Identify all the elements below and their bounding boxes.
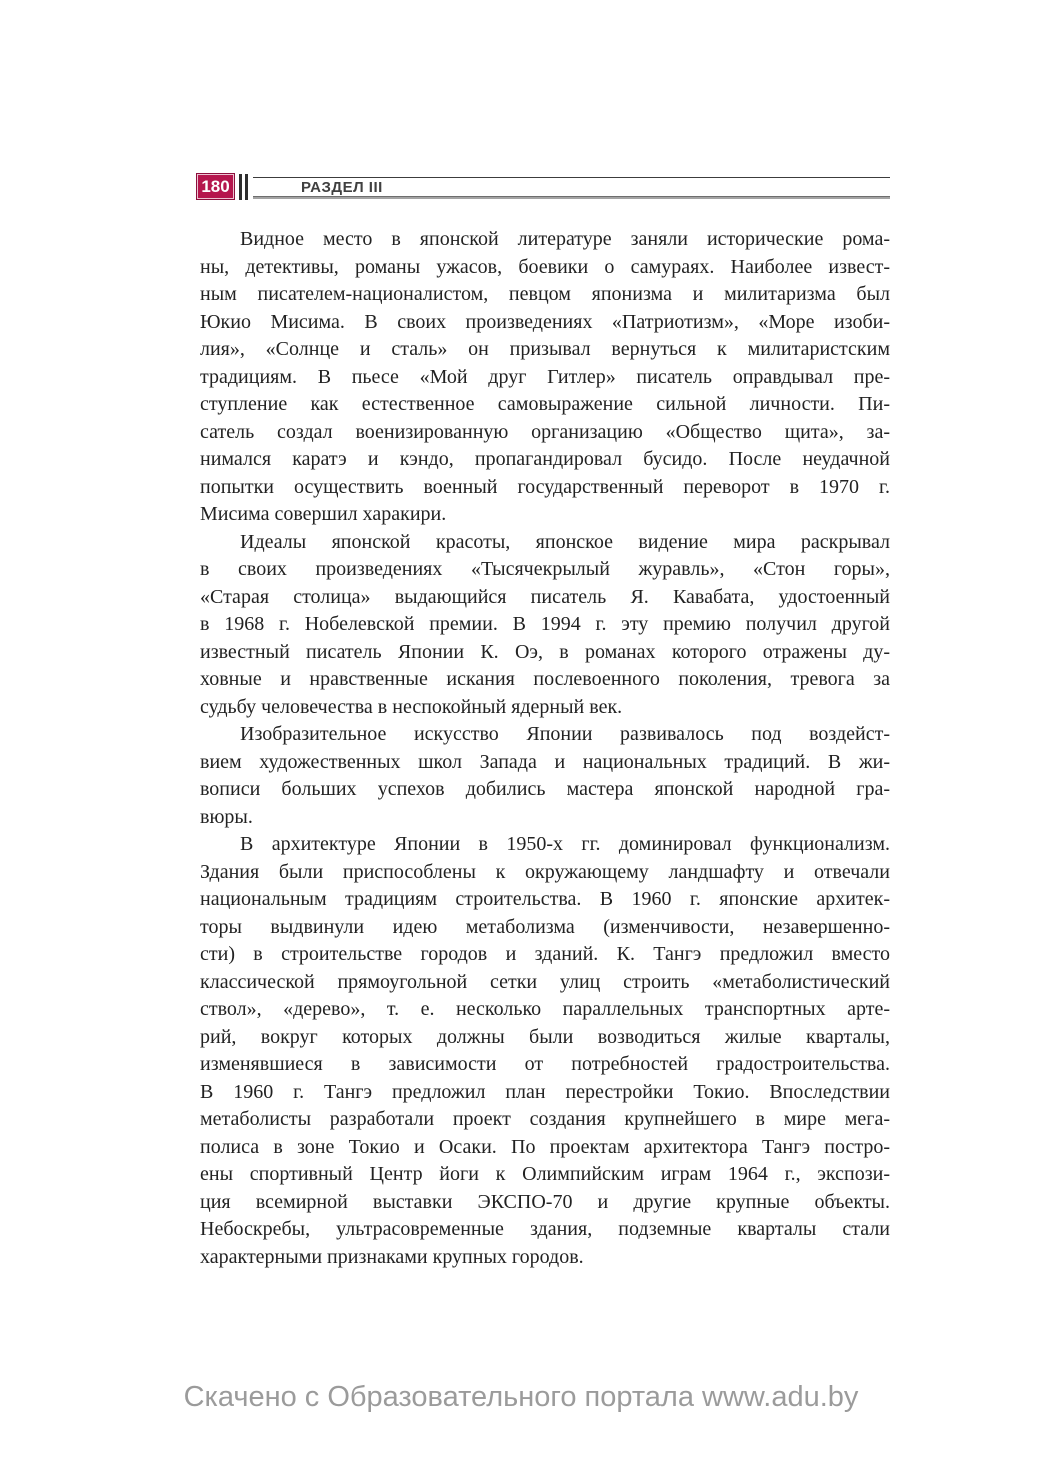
- text-line: известный писатель Японии К. Оэ, в романах которого отражены ду-: [200, 640, 890, 663]
- header-rule-bottom: [253, 196, 890, 199]
- section-label: РАЗДЕЛ III: [301, 179, 383, 196]
- text-line: ным писателем-националистом, певцом японизма и милитаризма был: [200, 283, 890, 305]
- text-line: в 1968 г. Нобелевской премии. В 1994 г. эту премию получил другой: [200, 613, 890, 635]
- text-line: в своих произведениях «Тысячекрылый журавль», «Стон горы»,: [200, 558, 890, 580]
- text-line: вюры.: [200, 805, 253, 828]
- header-divider-bar: [245, 174, 248, 200]
- text-line: ступление как естественное самовыражение сильной личности. Пи-: [200, 393, 890, 415]
- text-line: Юкио Мисима. В своих произведениях «Патриотизм», «Море изоби-: [200, 310, 890, 333]
- text-line: сти) в строительстве городов и зданий. К. Тангэ предложил вместо: [200, 943, 890, 965]
- text-line: Здания были приспособлены к окружающему ландшафту и отвечали: [200, 860, 890, 883]
- text-line: традициям. В пьесе «Мой друг Гитлер» писатель оправдывал пре-: [200, 365, 890, 388]
- text-line: характерными признаками крупных городов.: [200, 1245, 584, 1268]
- text-line: ция всемирной выставки ЭКСПО-70 и другие крупные объекты.: [200, 1190, 890, 1213]
- paragraph-3: [200, 721, 890, 831]
- text-line: Изобразительное искусство Японии развивалось под воздейст-: [240, 723, 890, 745]
- text-line: ствол», «дерево», т. е. несколько параллельных транспортных арте-: [200, 998, 890, 1020]
- text-line: изменявшиеся в зависимости от потребностей градостроительства.: [200, 1053, 890, 1075]
- header-rule-top: [253, 177, 890, 178]
- page-number: 180: [201, 177, 230, 196]
- text-line: национальным традициям строительства. В 1960 г. японские архитек-: [200, 888, 890, 910]
- text-line: ены спортивный Центр йоги к Олимпийским играм 1964 г., экспози-: [200, 1163, 890, 1185]
- text-line: сатель создал военизированную организацию «Общество щита», за-: [200, 420, 890, 443]
- text-line: В архитектуре Японии в 1950-х гг. доминировал функционализм.: [240, 833, 890, 855]
- watermark-text: Скачено с Образовательного портала www.adu.by: [183, 1381, 859, 1413]
- paragraph-1: [200, 226, 890, 529]
- text-line: лия», «Солнце и сталь» он призывал вернуться к милитаристским: [200, 338, 890, 360]
- body-text: [200, 226, 890, 1271]
- text-line: метаболисты разработали проект создания крупнейшего в мире мега-: [200, 1108, 890, 1130]
- text-line: Видное место в японской литературе заняли исторические рома-: [240, 228, 890, 250]
- text-line: рий, вокруг которых должны были возводиться жилые кварталы,: [200, 1025, 890, 1048]
- text-line: полиса в зоне Токио и Осаки. По проектам архитектора Тангэ постро-: [200, 1135, 890, 1158]
- text-line: Идеалы японской красоты, японское видение мира раскрывал: [240, 530, 890, 553]
- text-line: нимался каратэ и кэндо, пропагандировал бусидо. После неудачной: [200, 448, 890, 470]
- text-line: судьбу человечества в неспокойный ядерный век.: [200, 695, 623, 718]
- text-line: классической прямоугольной сетки улиц строить «метаболистический: [200, 970, 890, 993]
- text-line: вописи больших успехов добились мастера японской народной гра-: [200, 778, 890, 800]
- page-number-badge: [196, 173, 235, 200]
- text-line: Мисима совершил харакири.: [200, 503, 447, 525]
- text-line: ны, детективы, романы ужасов, боевики о самураях. Наиболее извест-: [200, 255, 890, 278]
- paragraph-4: [200, 831, 890, 1271]
- text-line: ховные и нравственные искания послевоенного поколения, тревога за: [200, 668, 890, 690]
- paragraph-2: [200, 529, 890, 722]
- text-line: попытки осуществить военный государственный переворот в 1970 г.: [200, 475, 890, 498]
- text-line: «Старая столица» выдающийся писатель Я. Кавабата, удостоенный: [200, 585, 890, 608]
- header-divider-bar: [239, 174, 242, 200]
- text-line: Небоскребы, ультрасовременные здания, подземные кварталы стали: [200, 1218, 890, 1240]
- text-line: торы выдвинули идею метаболизма (изменчивости, незавершенно-: [200, 915, 890, 938]
- text-line: вием художественных школ Запада и национальных традиций. В жи-: [200, 750, 890, 773]
- text-line: В 1960 г. Тангэ предложил план перестройки Токио. Впоследствии: [200, 1080, 890, 1103]
